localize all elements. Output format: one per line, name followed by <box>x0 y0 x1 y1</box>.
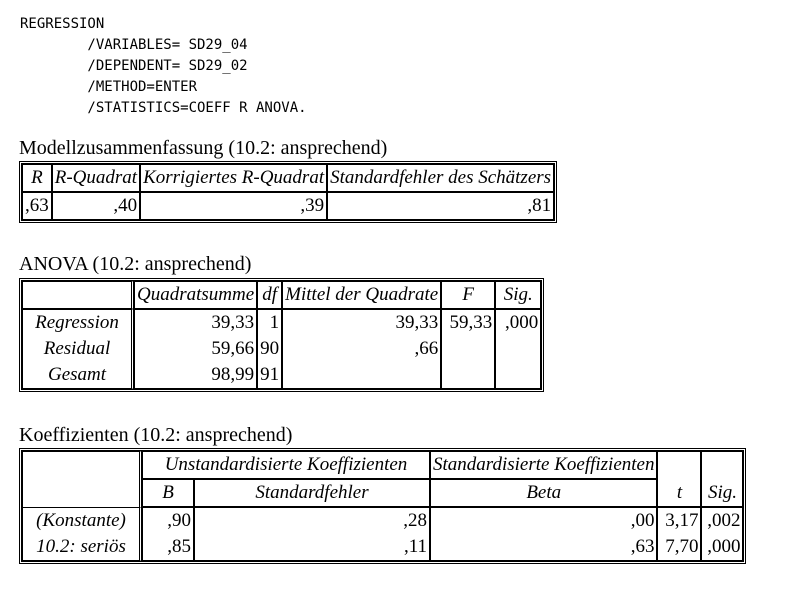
header-t: t <box>657 479 701 507</box>
cell-b: ,85 <box>142 534 194 561</box>
header-standardfehler: Standardfehler <box>194 479 430 507</box>
header-t-top <box>657 451 701 479</box>
coefficients-title: Koeffizienten (10.2: ansprechend) <box>19 424 293 446</box>
anova-title: ANOVA (10.2: ansprechend) <box>19 253 252 275</box>
header-mittel: Mittel der Quadrate <box>282 281 441 309</box>
header-f: F <box>441 281 495 309</box>
cell-r: ,63 <box>22 192 52 220</box>
cell-sig: ,000 <box>495 309 541 336</box>
table-row <box>22 534 743 561</box>
cell-sig <box>495 362 541 389</box>
cell-sig <box>495 336 541 362</box>
header-sig-top <box>701 451 743 479</box>
cell-f: 59,33 <box>441 309 495 336</box>
cell-quadratsumme: 59,66 <box>134 336 257 362</box>
model-summary-table <box>19 161 557 223</box>
header-quadratsumme: Quadratsumme <box>134 281 257 309</box>
syntax-line: /STATISTICS=COEFF R ANOVA. <box>20 100 307 116</box>
cell-beta: ,00 <box>430 507 657 534</box>
row-label: 10.2: seriös <box>22 534 142 561</box>
cell-quadratsumme: 39,33 <box>134 309 257 336</box>
table-row <box>22 362 541 389</box>
cell-r-quadrat: ,40 <box>52 192 140 220</box>
header-unstandardisiert: Unstandardisierte Koeffizienten <box>142 451 430 479</box>
cell-quadratsumme: 98,99 <box>134 362 257 389</box>
cell-mittel: 39,33 <box>282 309 441 336</box>
header-sig: Sig. <box>701 479 743 507</box>
header-empty <box>22 451 142 507</box>
table-row <box>22 336 541 362</box>
row-label: Regression <box>22 309 134 336</box>
syntax-line: REGRESSION <box>20 16 105 32</box>
header-empty <box>22 281 134 309</box>
syntax-line: /VARIABLES= SD29_04 <box>20 37 248 53</box>
syntax-line: /DEPENDENT= SD29_02 <box>20 58 248 74</box>
coefficients-table <box>19 448 746 564</box>
header-r-quadrat: R-Quadrat <box>52 164 140 192</box>
cell-standardfehler: ,81 <box>327 192 554 220</box>
row-label: (Konstante) <box>22 507 142 534</box>
cell-standardfehler: ,11 <box>194 534 430 561</box>
header-b: B <box>142 479 194 507</box>
cell-korr-r-quadrat: ,39 <box>140 192 327 220</box>
model-summary-title: Modellzusammenfassung (10.2: ansprechend) <box>19 137 388 159</box>
row-label: Residual <box>22 336 134 362</box>
cell-sig: ,002 <box>701 507 743 534</box>
header-standardfehler: Standardfehler des Schätzers <box>327 164 554 192</box>
cell-sig: ,000 <box>701 534 743 561</box>
syntax-line: /METHOD=ENTER <box>20 79 198 95</box>
header-standardisiert: Standardisierte Koeffizienten <box>430 451 657 479</box>
header-df: df <box>257 281 282 309</box>
cell-b: ,90 <box>142 507 194 534</box>
header-sig: Sig. <box>495 281 541 309</box>
row-label: Gesamt <box>22 362 134 389</box>
header-beta: Beta <box>430 479 657 507</box>
cell-f <box>441 362 495 389</box>
anova-table <box>19 278 544 392</box>
cell-f <box>441 336 495 362</box>
spss-syntax <box>20 14 307 119</box>
header-r: R <box>22 164 52 192</box>
cell-mittel: ,66 <box>282 336 441 362</box>
cell-t: 3,17 <box>657 507 701 534</box>
cell-df: 1 <box>257 309 282 336</box>
header-korr-r-quadrat: Korrigiertes R-Quadrat <box>140 164 327 192</box>
cell-df: 90 <box>257 336 282 362</box>
cell-t: 7,70 <box>657 534 701 561</box>
cell-standardfehler: ,28 <box>194 507 430 534</box>
table-row <box>22 309 541 336</box>
cell-beta: ,63 <box>430 534 657 561</box>
cell-mittel <box>282 362 441 389</box>
cell-df: 91 <box>257 362 282 389</box>
table-row <box>22 507 743 534</box>
